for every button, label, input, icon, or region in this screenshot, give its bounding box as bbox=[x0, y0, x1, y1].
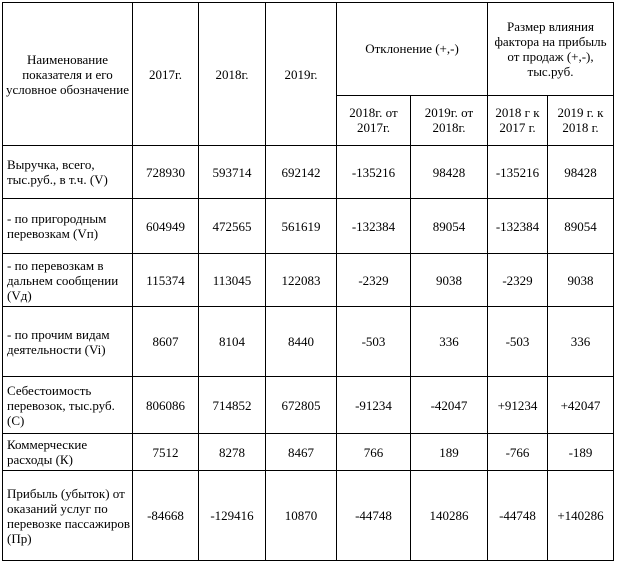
header-indicator: Наименование показателя и его условное обозначение bbox=[3, 3, 133, 146]
cell-2017: 8607 bbox=[133, 307, 199, 377]
cell-inf-2018-2017: +91234 bbox=[488, 377, 548, 434]
header-2019: 2019г. bbox=[266, 3, 337, 146]
header-deviation: Отклонение (+,-) bbox=[337, 3, 488, 96]
cell-2019: 561619 bbox=[266, 199, 337, 254]
cell-dev-2018-2017: -44748 bbox=[337, 471, 411, 561]
cell-2018: 8104 bbox=[199, 307, 266, 377]
factor-analysis-table bbox=[2, 2, 614, 561]
cell-2017: 7512 bbox=[133, 434, 199, 471]
header-inf-2018-2017: 2018 г к 2017 г. bbox=[488, 95, 548, 145]
header-dev-2019-2018: 2019г. от 2018г. bbox=[411, 95, 488, 145]
row-name: - по перевозкам в дальнем сообщении (Vд) bbox=[3, 254, 133, 307]
cell-inf-2018-2017: -132384 bbox=[488, 199, 548, 254]
cell-inf-2018-2017: -503 bbox=[488, 307, 548, 377]
table-row bbox=[3, 377, 614, 434]
cell-inf-2019-2018: -189 bbox=[548, 434, 614, 471]
cell-2018: 714852 bbox=[199, 377, 266, 434]
table-row bbox=[3, 471, 614, 561]
table-row bbox=[3, 307, 614, 377]
cell-dev-2018-2017: 766 bbox=[337, 434, 411, 471]
table-row bbox=[3, 254, 614, 307]
cell-dev-2019-2018: 9038 bbox=[411, 254, 488, 307]
cell-2019: 672805 bbox=[266, 377, 337, 434]
cell-inf-2018-2017: -2329 bbox=[488, 254, 548, 307]
cell-2019: 8440 bbox=[266, 307, 337, 377]
cell-2017: 806086 bbox=[133, 377, 199, 434]
table-row bbox=[3, 146, 614, 199]
cell-dev-2019-2018: 98428 bbox=[411, 146, 488, 199]
cell-inf-2019-2018: +42047 bbox=[548, 377, 614, 434]
cell-2018: -129416 bbox=[199, 471, 266, 561]
cell-dev-2019-2018: 336 bbox=[411, 307, 488, 377]
header-2018: 2018г. bbox=[199, 3, 266, 146]
cell-dev-2018-2017: -2329 bbox=[337, 254, 411, 307]
header-2017: 2017г. bbox=[133, 3, 199, 146]
cell-inf-2019-2018: 336 bbox=[548, 307, 614, 377]
cell-dev-2018-2017: -91234 bbox=[337, 377, 411, 434]
cell-dev-2019-2018: 189 bbox=[411, 434, 488, 471]
cell-dev-2018-2017: -132384 bbox=[337, 199, 411, 254]
cell-2018: 472565 bbox=[199, 199, 266, 254]
row-name: Себестоимость перевозок, тыс.руб. (С) bbox=[3, 377, 133, 434]
cell-2019: 10870 bbox=[266, 471, 337, 561]
cell-2017: 115374 bbox=[133, 254, 199, 307]
table-row bbox=[3, 199, 614, 254]
row-name: Коммерческие расходы (К) bbox=[3, 434, 133, 471]
cell-2018: 593714 bbox=[199, 146, 266, 199]
cell-inf-2018-2017: -135216 bbox=[488, 146, 548, 199]
row-name: Прибыль (убыток) от оказаний услуг по перевозке пассажиров (Пр) bbox=[3, 471, 133, 561]
cell-2017: 604949 bbox=[133, 199, 199, 254]
row-name: - по прочим видам деятельности (Vi) bbox=[3, 307, 133, 377]
cell-2018: 8278 bbox=[199, 434, 266, 471]
cell-dev-2019-2018: -42047 bbox=[411, 377, 488, 434]
cell-inf-2019-2018: 89054 bbox=[548, 199, 614, 254]
cell-dev-2019-2018: 89054 bbox=[411, 199, 488, 254]
cell-inf-2018-2017: -766 bbox=[488, 434, 548, 471]
cell-dev-2018-2017: -135216 bbox=[337, 146, 411, 199]
cell-inf-2019-2018: 98428 bbox=[548, 146, 614, 199]
row-name: Выручка, всего, тыс.руб., в т.ч. (V) bbox=[3, 146, 133, 199]
cell-2019: 8467 bbox=[266, 434, 337, 471]
header-inf-2019-2018: 2019 г. к 2018 г. bbox=[548, 95, 614, 145]
cell-inf-2019-2018: +140286 bbox=[548, 471, 614, 561]
header-influence: Размер влияния фактора на прибыль от продаж (+,-), тыс.руб. bbox=[488, 3, 614, 96]
row-name: - по пригородным перевозкам (Vп) bbox=[3, 199, 133, 254]
cell-2018: 113045 bbox=[199, 254, 266, 307]
cell-2019: 692142 bbox=[266, 146, 337, 199]
cell-2019: 122083 bbox=[266, 254, 337, 307]
cell-inf-2019-2018: 9038 bbox=[548, 254, 614, 307]
cell-2017: -84668 bbox=[133, 471, 199, 561]
cell-inf-2018-2017: -44748 bbox=[488, 471, 548, 561]
cell-dev-2019-2018: 140286 bbox=[411, 471, 488, 561]
header-dev-2018-2017: 2018г. от 2017г. bbox=[337, 95, 411, 145]
table-row bbox=[3, 434, 614, 471]
cell-dev-2018-2017: -503 bbox=[337, 307, 411, 377]
cell-2017: 728930 bbox=[133, 146, 199, 199]
